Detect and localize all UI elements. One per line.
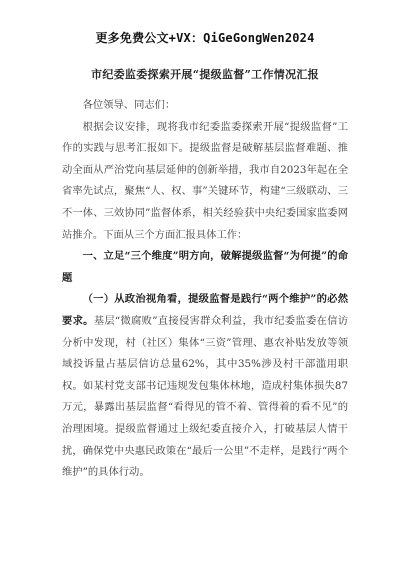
- document-title: 市纪委监委探索开展“提级监督”工作情况汇报: [91, 68, 319, 81]
- subsection-body-1: 基层“微腐败”直接侵害群众利益，我市纪委监委在信访分析中发现，村（社区）集体“三资”管理、惠农补贴发放等领域投诉量占基层信访总量62%，其中35%涉及村干部滥用职权。如某村党支部书记违规发包集体林地，造成村集体损失87万元，暴露出基层监督“看得见的管不着、管得着的看不见”的治理困境。提级监督通过上级纪委直接介入，打破基层人情干扰，确保党中央惠民政策在“最后一公里”不走样，是践行“两个维护”的具体行动。: [62, 314, 349, 479]
- subsection-heading-1: （一）从政治视角看，提级监督是践行“两个维护”的必然要求。: [62, 293, 348, 327]
- promo-banner: 更多免费公文+VX：QiGeGongWen2024: [95, 31, 315, 45]
- section-heading-1: 一、立足“三个维度”明方向，破解提级监督“为何提”的命题: [62, 250, 348, 284]
- intro-paragraph: 根据会议安排，现将我市纪委监委探索开展“提级监督”工作的实践与思考汇报如下。提级监督是破解基层监督难题、推动全面从严治党向基层延伸的创新举措，我市自2023年起在全省率先试点，聚焦“人、权、事”关键环节，构建“三级联动、三不一体、三效协同”监督体系，相关经验获中央纪委国家监委网站推介。下面从三个方面汇报具体工作：: [62, 120, 348, 241]
- salutation: 各位领导、同志们：: [82, 99, 176, 111]
- document-body: [62, 95, 348, 484]
- subsection-paragraph-1: [62, 289, 348, 483]
